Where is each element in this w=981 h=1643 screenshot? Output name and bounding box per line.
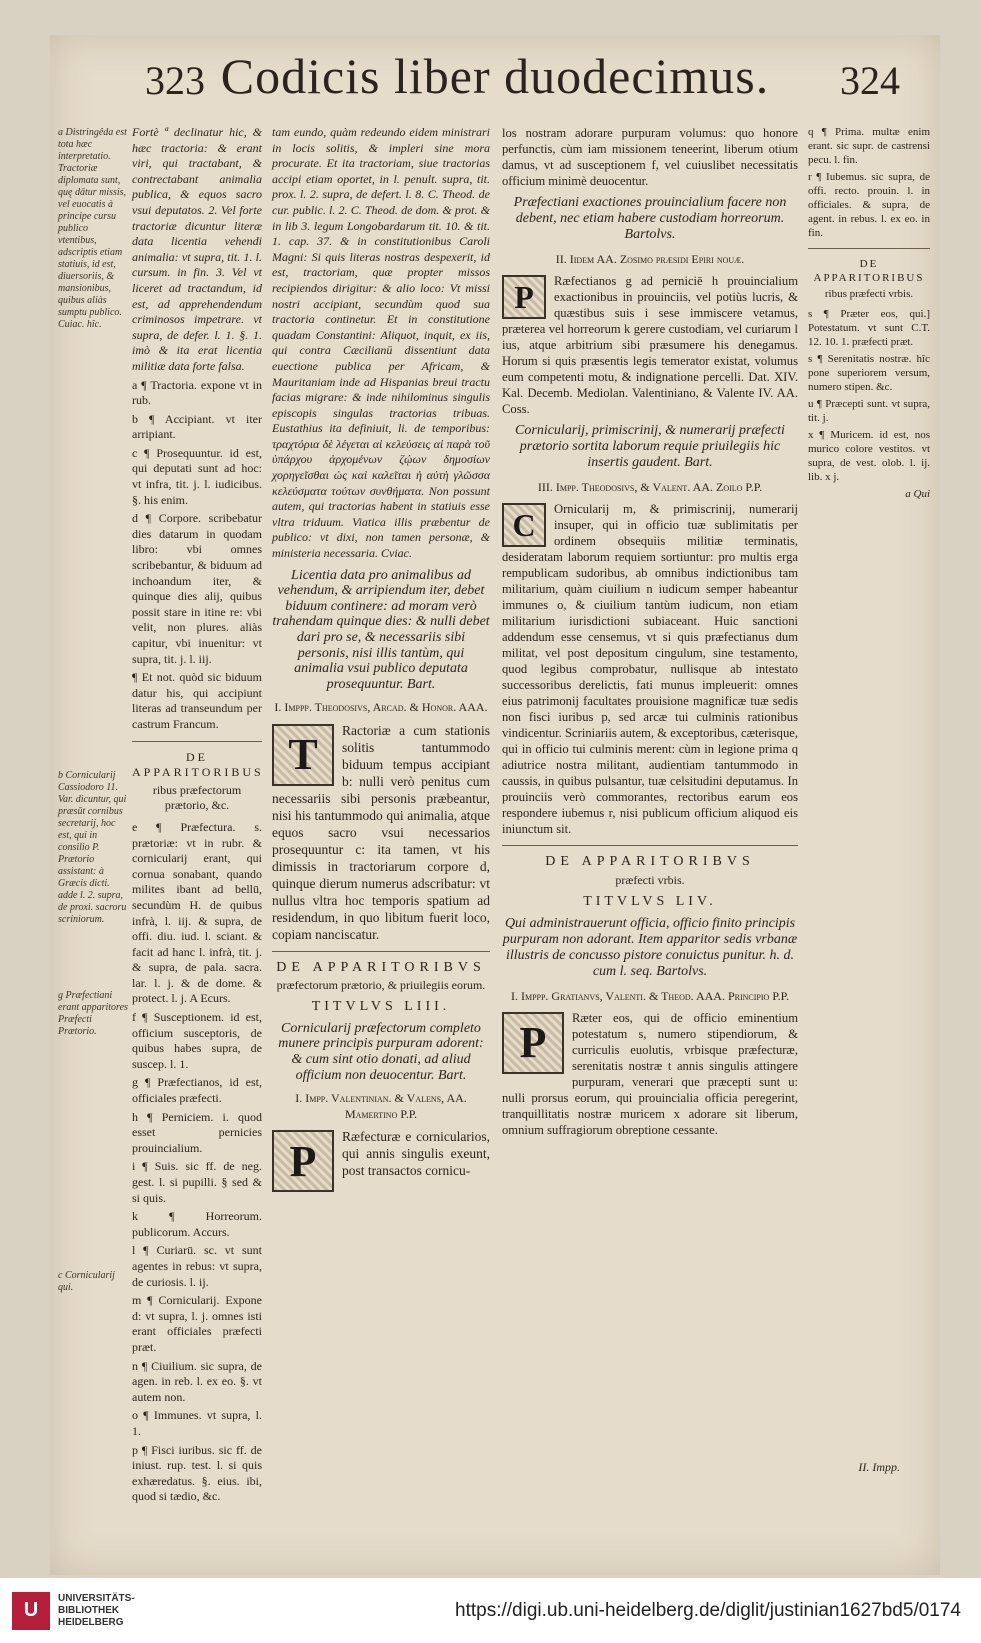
title-liv: TITVLVS LIV. bbox=[583, 894, 717, 909]
law-text-2 bbox=[272, 1128, 490, 1186]
law-body-3: Ræfectianos g ad perniciē h prouincialium exactionibus in prouinciis, vel potiùs lucris, & quæstibus suis i sese immiscere vetamus, præterea vel horreorum k gerere custodiam, vel curiarum l ius, atque arbitrium sibi præsumere his denegamus. Horum si quis præsentis legis temerator existat, volumus eum competenti motu, & indignatione percelli. Dat. XIV. Kal. Decemb. Mediolan. Valentiniano, & Valente IV. AA. Coss. bbox=[502, 274, 798, 416]
gloss-note: ¶ Et not. quòd sic biduum datur his, qui accipiunt literas ad transeundum per castrum Francum. bbox=[132, 670, 262, 731]
dropcap-P: P bbox=[272, 1130, 334, 1192]
gloss-note: p ¶ Fisci iuribus. sic ff. de iniust. rup. test. l. si quis exhæredatus. §. eius. ibi, quod si tædio, &c. bbox=[132, 1442, 262, 1504]
divider bbox=[132, 741, 262, 742]
section-heading-right: DE APPARITORIBVS bbox=[545, 854, 755, 869]
university-library-logo-icon: U bbox=[12, 1592, 50, 1630]
law-continuation: los nostram adorare purpuram volumus: quo honore perfunctis, cùm iam missionem teneerint, liberum otium damus, vt ad susceptionem f, vel cuiuslibet necessitatis officium minimè deuocentur. bbox=[502, 126, 798, 188]
section-sub-gloss: ribus præfecti vrbis. bbox=[824, 288, 914, 300]
imperial-heading-3: II. Iidem AA. Zosimo præsidi Epiri nouæ. bbox=[555, 252, 745, 266]
gloss-note: s ¶ Præter eos, qui.] Potestatum. vt sunt C.T. 12. 10. 1. præfecti præt. bbox=[808, 308, 930, 348]
gloss-note: r ¶ Iubemus. sic supra, de offi. recto. prouin. l. in officiales. & supra, de agent. in rebus. l. ex eo. in fin. bbox=[808, 171, 930, 239]
margin-note-b: b Cornicularij Cassiodoro 11. Var. dicuntur, qui præsūt cornibus secretarij, hoc est, qui in consilio P. Prætorio assistant: à Græcis dicti. adde l. 2. supra, de proxi. sacroru scriniorum. bbox=[58, 770, 127, 925]
page-header bbox=[50, 47, 940, 107]
gloss-note: c ¶ Prosequuntur. id est, qui deputati sunt ad hoc: vt infra, tit. j. l. iudicibus. §. his enim. bbox=[132, 445, 262, 507]
divider bbox=[272, 951, 490, 952]
gloss-note: n ¶ Ciuilium. sic supra, de agen. in reb. l. ex eo. §. vt autem non. bbox=[132, 1358, 262, 1404]
gloss-catchword: a Qui bbox=[905, 488, 930, 500]
law-text-1 bbox=[272, 722, 490, 943]
divider bbox=[808, 248, 930, 249]
section-sub-right: præfecti vrbis. bbox=[615, 873, 685, 887]
summary-middle-2: Cornicularij præfectorum completo munere principis purpuram adorent: & cum sint otio donati, ad aliud officium non deuocentur. Bart. bbox=[278, 1020, 484, 1083]
document-url-link[interactable]: https://digi.ub.uni-heidelberg.de/diglit/justinian1627bd5/0174 bbox=[455, 1599, 961, 1621]
margin-note-a: a Distringêda est tota hæc interpretatio. Tractoriæ diplomata sunt, quę dātur missis, vel euocatis à principe cursu publico vtentibus, adscriptis etiam statiuis, id est, diuersoriis, & mansionibus, quibus aliàs sumptu publico. Cuiac. hîc. bbox=[58, 127, 127, 330]
section-heading-left: DE APPARITORIBUS bbox=[132, 749, 264, 780]
gloss-note: e ¶ Præfectura. s. prætoriæ: vt in rubr. & cornicularij erant, qui cornua sonabant, quando milites ibant ad bellū, secundùm H. de quibus infrà, l. iij. & supra, de offi. diu. iud. l. sciant. & facit ad hanc l. infrà, tit. j. & supra, de pala. sacra. lar. l. j. & de dome. & protect. l. j. A Ecurs. bbox=[132, 819, 262, 1006]
dropcap-C: C bbox=[502, 503, 546, 547]
section-sub-middle: præfectorum prætorio, & priuilegiis eorum. bbox=[276, 977, 486, 992]
right-gloss-column bbox=[808, 125, 930, 504]
gloss-note: o ¶ Immunes. vt supra, l. 1. bbox=[132, 1408, 262, 1438]
gloss-note: x ¶ Muricem. id est, nos murico colore vestitos. vt supra, de vest. olob. l. ij. lib. x j. bbox=[808, 429, 930, 483]
gloss-note: a ¶ Tractoria. expone vt in rub. bbox=[132, 377, 262, 408]
imperial-heading-2: I. Impp. Valentinian. & Valens, AA. Mamertino P.P. bbox=[295, 1091, 467, 1121]
dropcap-P2: P bbox=[502, 275, 546, 319]
gloss-note: k ¶ Horreorum. publicorum. Accurs. bbox=[132, 1209, 262, 1239]
gloss-note: s ¶ Serenitatis nostræ. hîc pone superiorem versum, numero stipen. &c. bbox=[808, 353, 930, 393]
gloss-note: u ¶ Præcepti sunt. vt supra, tit. j. bbox=[808, 398, 930, 424]
margin-note-c: c Cornicularij qui. bbox=[58, 1270, 115, 1293]
section-sub-left: ribus præfectorum prætorio, &c. bbox=[152, 782, 242, 813]
law-text-4 bbox=[502, 501, 798, 837]
dropcap-P3: P bbox=[502, 1012, 564, 1074]
gloss-note: l ¶ Curiarū. sc. vt sunt agentes in rebus: vt supra, de curiosis. l. ij. bbox=[132, 1243, 262, 1289]
gloss-note: d ¶ Corpore. scribebatur dies datarum in quodam libro: vbi omnes scribebantur, & biduum ad inchoandum iter, & quinque dies alij, quibus possit stare in itine re: vbi velit, non plures. aliàs capitur, vbi inuenitur: vt supra, tit. j. l. iij. bbox=[132, 511, 262, 666]
law-body-1: Ractoriæ a cum stationis solitis tantummodo biduum tempus accipiant b: nulli verò penitus cum necessariis sibi personis præbeantur, nisi his tantummodo qui animalia, atque equos sacro vsui necessarios prosequuntur c: ita tamen, vt his dimissis in tractoriarum corpore d, quinque dierum numerus adscribatur: vt nullus vltra hoc temporis spatium ad residendum, in quo libitum fuerit loco, copiam nanciscatur. bbox=[272, 722, 490, 942]
library-line: HEIDELBERG bbox=[58, 1616, 124, 1628]
summary-middle-1: Licentia data pro animalibus ad vehendum, & arripiendum iter, debet biduum continere: ad moram verò trahendam quinque dies: & nulli debet dari pro se, & necessariis sibi personis, nisi illis tantùm, qui animalia vsui publico deputata prosequuntur. Bart. bbox=[272, 567, 490, 692]
middle-column bbox=[272, 125, 490, 1194]
left-gloss-column bbox=[132, 125, 262, 1508]
law-text-5 bbox=[502, 1010, 798, 1138]
section-heading-gloss: DE APPARITORIBUS bbox=[813, 258, 925, 284]
viewer-footer bbox=[0, 1578, 981, 1643]
law-body-5: Ræter eos, qui de officio eminentium potestatum s, numero stipendiorum, & curriculis euolutis, vrbisque præfecturæ, serenitatis nostræ t annis singulis attingere purpuram, venerari que præcepti sunt u: nulli prorsus eorum, qui prouincialia officia peregerint, tranquillitatis nostræ muricem x adorare sit liberum, omnium suffragiorum obreptione cessante. bbox=[502, 1011, 798, 1137]
summary-right-1: Præfectiani exactiones prouincialium facere non debent, nec etiam habere custodiam horreorum. Bartolvs. bbox=[513, 195, 787, 242]
gloss-note: b ¶ Accipiant. vt iter arripiant. bbox=[132, 411, 262, 442]
law-body-2: Ræfecturæ e cornicularios, qui annis singulis exeunt, post transactos cornicu- bbox=[342, 1129, 490, 1179]
law-body-4: Ornicularij m, & primiscrinij, numerarij insuper, qui in officio tuæ sublimitatis per ordinem obsequiis militiæ terminatis, desideratam laborum requiem sortiuntur: pro multis erga rempublicam sudoribus, ab omnibus indictionibus tam militarium, quàm ciuilium n iudicum semper habeantur immunes o, & ciuilium tantùm iudicum, non etiam militarium iurisdictioni subiaceant. Huic sanctioni addendum esse censemus, vt si quis præfectianus dum militat, vel post depositum cingulum, sine testamento, quod legibus comprobatur, nullisque ab intestato successoribus derelictis, fati munus impleuerit: omnes eius patrimonij facultates prouisione magnificæ tuæ sedis non fisci iuribus p, sed arcæ tui culminis rationibus vindicentur. Scriniariis autem, & exceptoribus, cæterisque, qui in officio tui culminis merent: cùm in legione prima q adiutrice nostra militant, audientiam tantummodo in caussis, in quibus pulsantur, tuæ celsitudini deputamus. In prouinciis verò commorantes, rectoribus earum eos respondere iubemus r, nisi publicum officium aliquod eis iniunctum sit. bbox=[502, 502, 798, 836]
gloss-intro: Fortè ª declinatur hic, & hæc tractoria: & erant viri, qui tractabant, & contrectabant animalia publica, & equos sacro vsui deputatos. 2. Vel forte tractoriæ dicuntur literæ data licentia vehendi animalia: vt supra, tit. 1. l. cursum. in fin. 3. Vel vt liceret ad tractandum, id est, ad apprehendendum criminosos impetrare. vt supra, de defer. l. 1. §. 1. imò & ita erat licentia militiæ data forte falsa. bbox=[132, 125, 262, 373]
summary-right-2: Cornicularij, primiscrinij, & numerarij præfecti prætorio sortita laborum requie priuilegiis hic insertis gaudent. Bart. bbox=[515, 423, 785, 470]
title-liii: TITVLVS LIII. bbox=[311, 999, 451, 1015]
page-number-left: 323 bbox=[145, 58, 205, 103]
imperial-heading-5: I. Imppp. Gratianvs, Valenti. & Theod. AAA. Principio P.P. bbox=[510, 989, 790, 1003]
gloss-note: f ¶ Susceptionem. id est, officium susceptoris, de quibus habes supra, de suscep. l. 1. bbox=[132, 1010, 262, 1071]
right-main-column bbox=[502, 125, 798, 1141]
gloss-note: m ¶ Cornicularij. Expone d: vt supra, l. j. omnes isti erant officiales præfecti præt. bbox=[132, 1293, 262, 1354]
divider bbox=[502, 845, 798, 846]
library-name bbox=[58, 1593, 135, 1629]
imperial-heading-4: III. Impp. Theodosivs, & Valent. AA. Zoilo P.P. bbox=[537, 480, 763, 494]
law-text-3 bbox=[502, 273, 798, 417]
page-number-right: 324 bbox=[840, 58, 900, 103]
margin-note-g: g Præfectiani erant apparitores Præfecti Prætorio. bbox=[58, 990, 128, 1037]
summary-right-3: Qui administrauerunt officia, officio finito principis purpuram non adorant. Item apparitor sedis vrbanæ illustris de concusso pistore conuictus punitur. h. d. cum l. seq. Bartolvs. bbox=[502, 916, 798, 979]
dropcap-T: T bbox=[272, 724, 334, 786]
catchword: II. Impp. bbox=[858, 1460, 900, 1474]
gloss-note: i ¶ Suis. sic ff. de neg. gest. l. si pupilli. § sed & si quis. bbox=[132, 1159, 262, 1205]
gloss-note: q ¶ Prima. multæ enim erant. sic supr. de castrensi pecu. l. fin. bbox=[808, 126, 930, 166]
gloss-note: g ¶ Præfectianos, id est, officiales præfecti. bbox=[132, 1075, 262, 1106]
scanned-page bbox=[50, 35, 940, 1575]
imperial-heading-1: I. Imppp. Theodosivs, Arcad. & Honor. AAA. bbox=[274, 700, 488, 715]
library-line: UNIVERSITÄTS- bbox=[58, 1592, 135, 1604]
gloss-note: h ¶ Perniciem. i. quod esset pernicies prouincialium. bbox=[132, 1109, 262, 1155]
running-title: Codicis liber duodecimus. bbox=[220, 48, 770, 104]
section-heading-middle: DE APPARITORIBVS bbox=[276, 959, 486, 975]
middle-commentary: tam eundo, quàm redeundo eidem ministrari in locis solitis, & impleri sine mora procurate. Et ita tractoriam, siue tractorias accipi etiam oportet, in l. penult. supra, tit. prox. l. 2. supra, de defert. l. 8. C. Theod. de cur. public. l. 2. C. Theod. de dom. & prot. & in lib 3. legum Longobardarum tit. 10. & tit. 1. cap. 37. & in constitutionibus Caroli Magni: Si quis literas nostras despexerit, id est, tractoriam, quæ propter missos recipiendos dirigitur: & alio loco: Vt missi nostri accipiant, secundùm quod sua tractoria continetur. Et in constitutione quadam Constantini: Aliquot, inquit, ex iis, qui contra Cæcilianū dissentiunt data euectione publica per Africam, & Mauritaniam inde ad Hispanias breui tractu facias migrare: & inde nihilominus singulis episcopis singulas tractorias tribuas. Eustathius ita definiuit, li. de temporibus: τραχτόρια δὲ λέγεται αἱ κελεύσεις αἱ παρὰ τοῦ ὑπάρχου ἀρχομένων ζῴων δημοσίων χορηγεῖσθαι ὡς καὶ καλεῖται ἡ αὐτὴ γλῶσσα κελεύσματα τούτων συνθήματα. Non possunt autem, qui tractorias habent in statiuis esse vltra triduum. Viatica illis præbentur de publico: vt dixi, non tamen personæ, & ministeria necessaria. Cviac. bbox=[272, 125, 490, 561]
library-line: BIBLIOTHEK bbox=[58, 1604, 120, 1616]
